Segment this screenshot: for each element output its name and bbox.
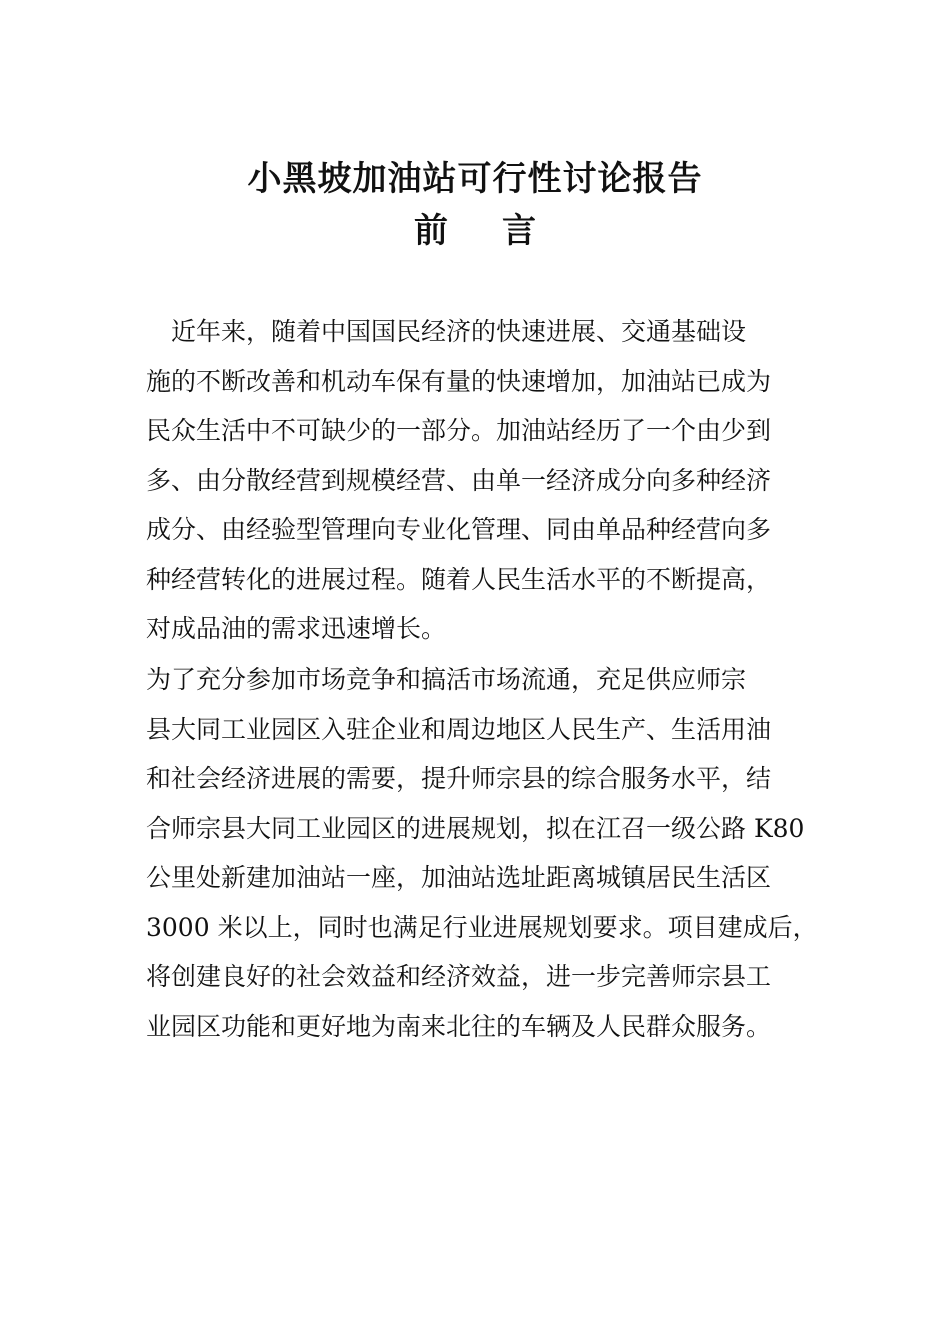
paragraph-1-line: 对成品油的需求迅速增长。 (146, 614, 447, 643)
paragraph-1-line: 民众生活中不可缺少的一部分。加油站经历了一个由少到 (146, 416, 772, 445)
document-title: 小黑坡加油站可行性讨论报告 (247, 159, 703, 199)
paragraph-2-line: 公里处新建加油站一座，加油站选址距离城镇居民生活区 (146, 863, 772, 892)
paragraph-1-line: 多、由分散经营到规模经营、由单一经济成分向多种经济 (146, 465, 772, 495)
paragraph-2-line: 县大同工业园区入驻企业和周边地区人民生产、生活用油 (146, 714, 772, 744)
section-heading-right: 言 (502, 211, 536, 251)
paragraph-2-line: 业园区功能和更好地为南来北往的车辆及人民群众服务。 (146, 1011, 772, 1041)
paragraph-1-line: 近年来，随着中国国民经济的快速进展、交通基础设 (146, 317, 747, 346)
paragraph-2-line: 为了充分参加市场竞争和搞活市场流通，充足供应师宗 (146, 665, 747, 694)
paragraph-2-line: 和社会经济进展的需要，提升师宗县的综合服务水平，结 (146, 764, 772, 793)
section-heading-left: 前 (414, 211, 448, 251)
paragraph-2-line: 将创建良好的社会效益和经济效益，进一步完善师宗县工 (146, 962, 772, 991)
paragraph-2 (146, 655, 818, 1051)
paragraph-1 (146, 307, 806, 654)
paragraph-1-line: 成分、由经验型管理向专业化管理、同由单品种经营向多 (146, 515, 772, 544)
paragraph-1-line: 施的不断改善和机动车保有量的快速增加，加油站已成为 (146, 366, 772, 396)
paragraph-2-line: 3000 米以上，同时也满足行业进展规划要求。项目建成后， (146, 912, 818, 942)
section-heading (0, 204, 950, 258)
paragraph-2-line: 合师宗县大同工业园区的进展规划，拟在江召一级公路 K80 (146, 813, 805, 843)
paragraph-1-line: 种经营转化的进展过程。随着人民生活水平的不断提高， (146, 564, 772, 594)
